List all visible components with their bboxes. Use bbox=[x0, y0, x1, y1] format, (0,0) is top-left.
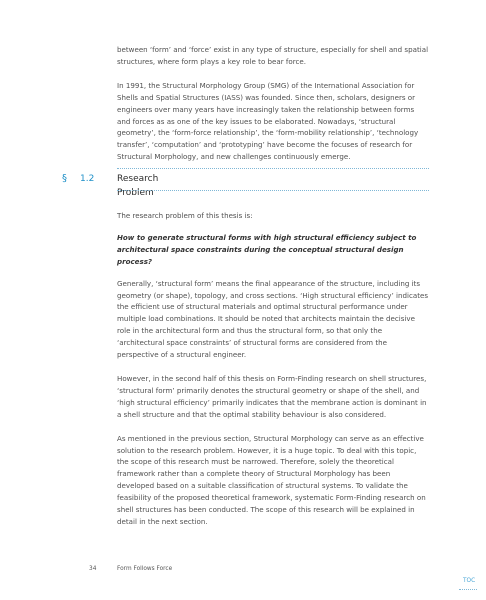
section-top-rule bbox=[117, 168, 429, 169]
paragraph-form-force: between ‘form’ and ‘force’ exist in any type of structure, especially for shell and spatial structures, where form plays a key role to bear force. bbox=[117, 45, 429, 66]
paragraph-scope: As mentioned in the previous section, Structural Morphology can serve as an effective solution to the research problem. However, it is a huge topic. To deal with this topic, the scope of this research must be narrowed. Therefore, solely the theoretical framework rather than a complete theory of Structural Morphology has been developed based on a suitable classification of structural systems. To validate the feasibility of the proposed theoretical framework, systematic Form-Finding research on shell structures has been conducted. The scope of this research will be explained in detail in the next section. bbox=[117, 433, 426, 526]
paragraph-structural-form: Generally, ‘structural form’ means the final appearance of the structure, including its geometry (or shape), topology, and cross sections. ‘High structural efficiency’ indicates the efficient use of structural materials and optimal structural performance under multiple load combinations. It should be noted that architects maintain the decisive role in the architectural form and thus the structural form, so that only the ‘architectural space constraints’ of structural forms are considered from the perspective of a structural engineer. bbox=[117, 278, 429, 360]
top-text-block bbox=[117, 44, 429, 163]
section-number: 1.2 bbox=[80, 174, 95, 184]
paragraph-shell-structures: However, in the second half of this thesis on Form-Finding research on shell structures, ‘structural form’ primarily denotes the structural geometry or shape of the shell, and ‘high structural efficiency’ primarily indicates that the membrane action is dominant in a shell structure and that the optimal stability behaviour is also considered. bbox=[117, 373, 427, 419]
footer-page-number: 34 bbox=[89, 566, 97, 572]
section-symbol: § bbox=[62, 173, 67, 184]
paragraph-smg-history: In 1991, the Structural Morphology Group (SMG) of the International Association for Shells and Spatial Structures (IASS) was founded. Since then, scholars, designers or engineers over many years have increasingly taken the relationship between forms and forces as as one of the key issues to be elaborated. Nowadays, ‘structural geometry’, the ‘form-force relationship’, the ‘form-mobility relationship’, ‘technology transfer’, ‘computation’ and ‘prototyping’ have become the focuses of research for Structural Morphology, and new challenges continuously emerge. bbox=[117, 80, 419, 162]
section-title: Research Problem bbox=[117, 174, 159, 198]
footer-book-title: Form Follows Force bbox=[117, 566, 173, 572]
toc-rule bbox=[459, 589, 477, 590]
research-intro: The research problem of this thesis is: bbox=[117, 211, 253, 220]
section-bottom-rule bbox=[117, 190, 429, 191]
research-question: How to generate structural forms with high structural efficiency subject to architectural space constraints during the conceptual structural design process? bbox=[117, 232, 417, 266]
body-text-block bbox=[117, 210, 429, 528]
toc-link[interactable]: TOC bbox=[463, 578, 476, 584]
